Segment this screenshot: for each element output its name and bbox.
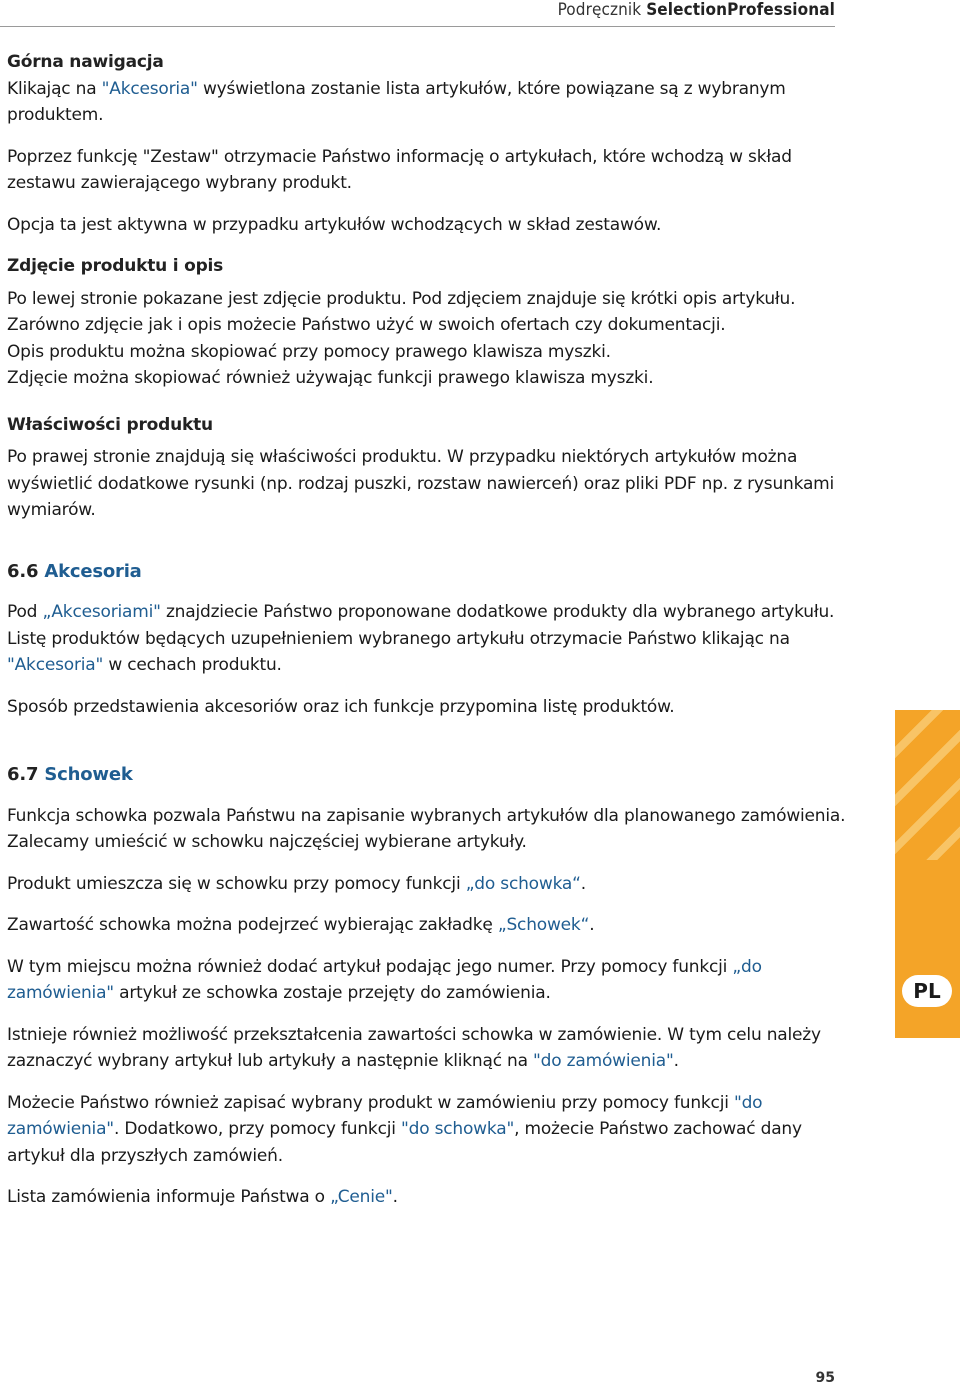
section-6-7-title: 6.7 Schowek [7,764,133,785]
header-rule [0,26,835,27]
top-nav-p3: Opcja ta jest aktywna w przypadku artykułów wchodzących w skład zestawów. [7,214,662,235]
top-nav-p1: Klikając na "Akcesoria" wyświetlona zostanie lista artykułów, które powiązane są z wybranym produktem. [7,78,786,125]
link-cenie[interactable]: „Cenie" [330,1187,393,1207]
page-number: 95 [815,1370,835,1386]
s67-p1: Funkcja schowka pozwala Państwu na zapisanie wybranych artykułów dla planowanego zamówienia. Zalecamy umieścić w schowku najczęściej wybierane artykuły. [7,805,846,852]
heading-top-nav: Górna nawigacja [7,52,164,72]
properties-text: Po prawej stronie znajdują się właściwości produktu. W przypadku niektórych artykułów można wyświetlić dodatkowe rysunki (np. rodzaj puszki, rozstaw nawierceń) oraz pliki PDF np. z rysunkami wymiarów. [7,447,835,520]
side-tab-solid [895,860,960,1038]
s67-p5: Istnieje również możliwość przekształcenia zawartości schowka w zamówienie. W tym celu należy zaznaczyć wybrany artykuł lub artykuły a następnie kliknąć na "do zamówienia". [7,1024,821,1071]
language-label: PL [902,975,952,1007]
s66-p3: Sposób przedstawienia akcesoriów oraz ich funkcje przypomina listę produktów. [7,696,675,717]
language-side-tab [895,710,960,1038]
page-content [7,38,847,1211]
link-akcesoria-2[interactable]: "Akcesoria" [7,655,104,675]
header-product: SelectionProfessional [646,0,835,20]
photo-line-4: Zdjęcie można skopiować również używając funkcji prawego klawisza myszki. [7,368,654,388]
photo-line-3: Opis produktu można skopiować przy pomocy prawego klawisza myszki. [7,341,611,362]
photo-line-1: Po lewej stronie pokazane jest zdjęcie produktu. Pod zdjęciem znajduje się krótki opis artykułu. [7,288,796,309]
top-nav-p2: Poprzez funkcję "Zestaw" otrzymacie Państwo informację o artykułach, które wchodzą w skład zestawu zawierającego wybrany produkt. [7,146,792,193]
s67-p6: Możecie Państwo również zapisać wybrany produkt w zamówieniu przy pomocy funkcji "do zamówienia". Dodatkowo, przy pomocy funkcji "do schowka", możecie Państwo zachować dany artykuł dla przyszłych zamówień. [7,1092,802,1166]
link-do-schowka[interactable]: „do schowka“ [465,873,581,894]
heading-properties: Właściwości produktu [7,414,213,435]
header-prefix: Podręcznik [557,0,642,20]
heading-photo: Zdjęcie produktu i opis [7,256,224,276]
link-akcesoriami[interactable]: „Akcesoriami" [42,602,161,622]
s67-p3: Zawartość schowka można podejrzeć wybierając zakładkę „Schowek“. [7,915,595,935]
s67-p4: W tym miejscu można również dodać artykuł podając jego numer. Przy pomocy funkcji „do zamówienia" artykuł ze schowka zostaje przejęty do zamówienia. [7,956,762,1003]
s66-p1: Pod „Akcesoriami" znajdziecie Państwo proponowane dodatkowe produkty dla wybranego artykułu. [7,602,835,622]
s66-p2: Listę produktów będących uzupełnieniem wybranego artykułu otrzymacie Państwo klikając na "Akcesoria" w cechach produktu. [7,628,790,675]
s67-p2: Produkt umieszcza się w schowku przy pomocy funkcji „do schowka“. [7,873,586,894]
link-do-zamowienia-2[interactable]: "do zamówienia" [533,1051,674,1071]
link-do-zamowienia[interactable]: „do zamówienia" [7,956,762,1003]
link-schowek[interactable]: „Schowek“ [497,915,590,935]
photo-line-2: Zarówno zdjęcie jak i opis możecie Państwo użyć w swoich ofertach czy dokumentacji. [7,315,726,335]
link-akcesoria[interactable]: "Akcesoria" [101,78,198,99]
s67-p7: Lista zamówienia informuje Państwa o „Cenie". [7,1187,398,1207]
link-do-schowka-2[interactable]: "do schowka" [400,1119,515,1139]
page-header [0,0,960,24]
header-title [558,0,835,20]
section-6-6-title: 6.6 Akcesoria [7,560,142,582]
link-do-zamowienia-3[interactable]: "do zamówienia" [7,1092,763,1139]
